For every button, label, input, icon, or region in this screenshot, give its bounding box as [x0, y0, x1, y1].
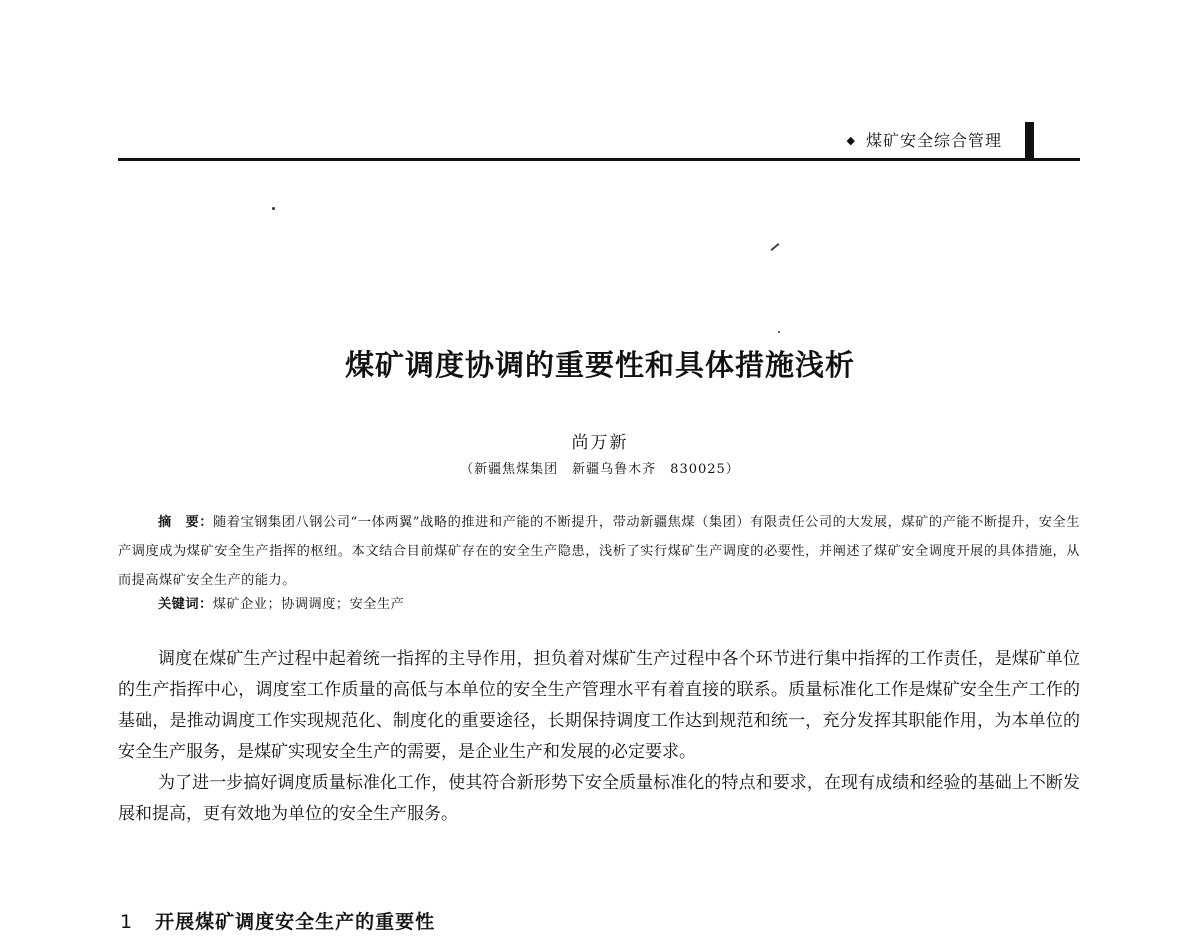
paper-title: 煤矿调度协调的重要性和具体措施浅析 — [344, 348, 855, 382]
keywords — [158, 593, 404, 612]
running-header-text: 煤矿安全综合管理 — [865, 131, 1002, 150]
body-text — [118, 644, 1080, 830]
body-paragraph: 为了进一步搞好调度质量标准化工作，使其符合新形势下安全质量标准化的特点和要求，在现有成绩和经验的基础上不断发展和提高，更有效地为单位的安全生产服务。 — [118, 773, 1080, 824]
scan-mark — [771, 243, 780, 251]
author-name: 尚万新 — [571, 433, 629, 453]
keywords-text: 煤矿企业；协调调度；安全生产 — [212, 597, 405, 612]
section-number: 1 — [120, 911, 134, 933]
keywords-label: 关键词： — [158, 597, 213, 612]
header-bar-mark — [1025, 122, 1034, 158]
body-paragraph: 调度在煤矿生产过程中起着统一指挥的主导作用，担负着对煤矿生产过程中各个环节进行集中指挥的工作责任，是煤矿单位的生产指挥中心，调度室工作质量的高低与本单位的安全生产管理水平有着直接的联系。质量标准化工作是煤矿安全生产工作的基础，是推动调度工作实现规范化、制度化的重要途径，长期保持调度工作达到规范和统一，充分发挥其职能作用，为本单位的安全生产服务，是煤矿实现安全生产的需要，是企业生产和发展的必定要求。 — [118, 649, 1080, 762]
section-title: 开展煤矿调度安全生产的重要性 — [155, 911, 436, 933]
scan-speck — [778, 331, 780, 333]
scan-speck — [272, 207, 275, 210]
abstract-text: 随着宝钢集团八钢公司“一体两翼”战略的推进和产能的不断提升，带动新疆焦煤（集团）有限责任公司的大发展，煤矿的产能不断提升，安全生产调度成为煤矿安全生产指挥的枢纽。本文结合目前煤矿存在的安全生产隐患，浅析了实行煤矿生产调度的必要性，并阐述了煤矿安全调度开展的具体措施，从而提高煤矿安全生产的能力。 — [118, 515, 1080, 588]
abstract — [118, 508, 1080, 595]
running-header-text-wrap — [847, 128, 1002, 151]
author-affiliation: （新疆焦煤集团 新疆乌鲁木齐 830025） — [460, 462, 740, 477]
diamond-bullet-icon: ◆ — [846, 134, 856, 147]
abstract-label: 摘 要： — [158, 515, 213, 530]
running-header — [118, 118, 1080, 161]
section-heading — [120, 907, 435, 934]
